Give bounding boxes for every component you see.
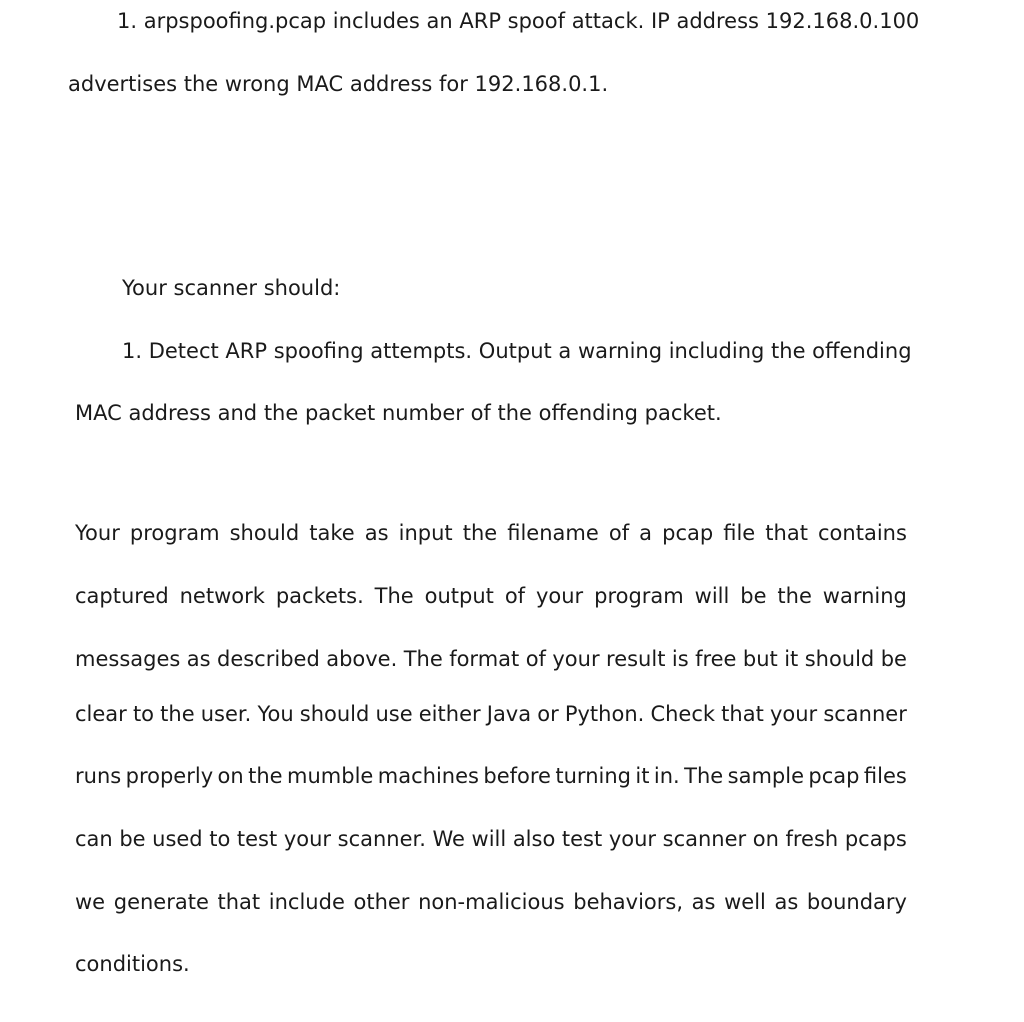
word: user. (200, 702, 252, 726)
word: to (209, 827, 231, 851)
scanner-item1-line2: MAC address and the packet number of the offending packet. (75, 401, 722, 425)
word: We (432, 827, 465, 851)
paragraph-line-6 (75, 826, 907, 852)
word: format (449, 647, 520, 671)
word: boundary (806, 890, 907, 914)
word: The (374, 584, 414, 608)
word: turning (555, 764, 631, 788)
scanner-heading: Your scanner should: (122, 276, 341, 300)
word: your (608, 827, 657, 851)
word: either (418, 702, 481, 726)
word: warning (822, 584, 907, 608)
word: the (777, 584, 812, 608)
word: of (608, 521, 630, 545)
word: described (216, 647, 320, 671)
word: the (462, 521, 498, 545)
word: as (774, 890, 799, 914)
word: pcap (808, 764, 860, 788)
word: be (740, 584, 767, 608)
word: non-malicious (418, 890, 565, 914)
word: to (132, 702, 155, 726)
word: Check (650, 702, 716, 726)
word: messages (75, 647, 181, 671)
word: of (525, 647, 546, 671)
word: be (119, 827, 146, 851)
word: should (229, 521, 300, 545)
paragraph-line-8: conditions. (75, 952, 190, 976)
word: well (724, 890, 766, 914)
word: Java (486, 702, 532, 726)
word: in. (653, 764, 680, 788)
word: but (742, 647, 778, 671)
word: the (160, 702, 195, 726)
word: input (398, 521, 453, 545)
word: file (723, 521, 756, 545)
word: will (471, 827, 507, 851)
word: should (299, 702, 370, 726)
word: the (248, 764, 283, 788)
word: that (721, 702, 764, 726)
word: Your (75, 521, 120, 545)
word: can (75, 827, 113, 851)
word: filename (507, 521, 599, 545)
word: test (561, 827, 603, 851)
word: on (217, 764, 244, 788)
word: above. (326, 647, 398, 671)
item1-line1: 1. arpspoofing.pcap includes an ARP spoof attack. IP address 192.168.0.100 (117, 9, 920, 33)
word: program (129, 521, 220, 545)
word: be (880, 647, 907, 671)
word: clear (75, 702, 127, 726)
word: include (268, 890, 345, 914)
word: scanner. (337, 827, 426, 851)
word: will (694, 584, 730, 608)
word: your (535, 584, 584, 608)
word: used (152, 827, 203, 851)
word: as (691, 890, 716, 914)
word: your (552, 647, 600, 671)
word: it (784, 647, 799, 671)
word: scanner (662, 827, 747, 851)
word: that (217, 890, 261, 914)
word: You (257, 702, 294, 726)
word: generate (113, 890, 209, 914)
word: other (353, 890, 410, 914)
word: your (283, 827, 332, 851)
word: files (863, 764, 907, 788)
word: also (512, 827, 556, 851)
word: should (804, 647, 875, 671)
paragraph-line-4 (75, 701, 907, 727)
word: The (684, 764, 724, 788)
word: contains (818, 521, 907, 545)
word: before (483, 764, 551, 788)
word: mumble (287, 764, 374, 788)
word: Python. (564, 702, 645, 726)
word: program (594, 584, 684, 608)
word: free (695, 647, 737, 671)
word: your (769, 702, 818, 726)
word: scanner (823, 702, 907, 726)
word: as (186, 647, 211, 671)
word: or (537, 702, 559, 726)
word: a (639, 521, 653, 545)
word: runs (75, 764, 122, 788)
word: result (606, 647, 666, 671)
word: is (671, 647, 689, 671)
paragraph-line-7 (75, 889, 907, 915)
word: test (236, 827, 278, 851)
word: fresh (785, 827, 839, 851)
word: packets. (275, 584, 364, 608)
word: captured (75, 584, 169, 608)
word: take (309, 521, 355, 545)
word: as (364, 521, 389, 545)
word: we (75, 890, 106, 914)
word: of (504, 584, 526, 608)
paragraph-line-5 (75, 763, 907, 789)
word: pcaps (844, 827, 907, 851)
word: use (375, 702, 413, 726)
paragraph-line-3 (75, 646, 907, 672)
item1-line2: advertises the wrong MAC address for 192.168.0.1. (68, 72, 609, 96)
word: properly (125, 764, 214, 788)
word: behaviors, (573, 890, 684, 914)
word: pcap (662, 521, 714, 545)
word: output (424, 584, 494, 608)
word: The (403, 647, 443, 671)
paragraph-line-1 (75, 520, 907, 546)
word: sample (727, 764, 804, 788)
paragraph-line-2 (75, 583, 907, 609)
word: it (635, 764, 650, 788)
word: that (765, 521, 808, 545)
word: network (179, 584, 265, 608)
word: machines (377, 764, 479, 788)
scanner-item1-line1: 1. Detect ARP spoofing attempts. Output a warning including the offending (122, 339, 912, 363)
word: on (752, 827, 779, 851)
